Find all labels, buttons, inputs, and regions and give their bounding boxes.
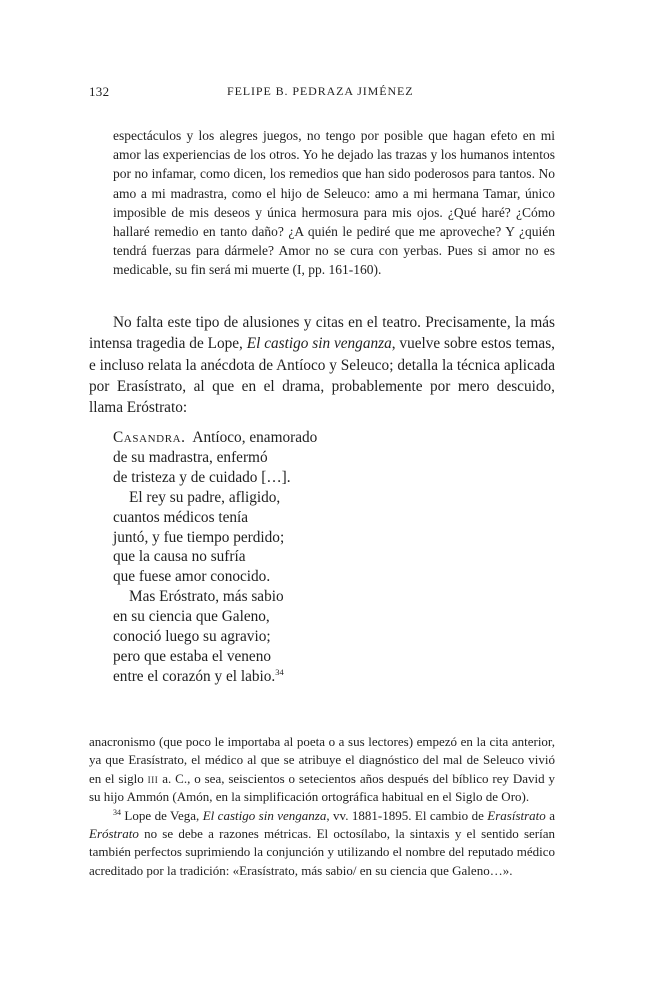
verse-line: El rey su padre, afligido,	[129, 488, 281, 506]
paragraph-text-b: , vuelve sobre estos temas, e incluso relata la anécdota de Antíoco y Seleuco; detalla la técnica aplicada por Erasístrato, al que en el drama, probablemente por mero descuido, llama Eróstrato:	[89, 335, 556, 417]
footnote-34	[89, 807, 555, 881]
play-title: El castigo sin venganza	[202, 807, 327, 823]
page-header	[89, 84, 564, 104]
verse-line: cuantos médicos tenía	[113, 508, 249, 526]
verse-line-text: Antíoco, enamorado	[192, 429, 318, 446]
verse-line	[113, 428, 513, 448]
footnote-reference: 34	[275, 666, 284, 677]
verse-line: de su madrastra, enfermó	[113, 448, 268, 466]
roman-century: iii	[147, 770, 159, 786]
running-head: FELIPE B. PEDRAZA JIMÉNEZ	[227, 84, 414, 98]
footnotes	[89, 733, 555, 880]
footnote-text: no se debe a razones métricas. El octosílabo, la sintaxis y el sentido serían también perfectos suprimiendo la conjunción y utilizando el nombre del reputado médico acreditado por la tradición: «Erasístrato, más sabio/ en su ciencia que Galeno…».	[89, 826, 555, 878]
name-erasistrato: Erasístrato	[487, 807, 546, 823]
verse-line	[113, 667, 513, 687]
footnote-text: a. C., o sea, seiscientos o setecientos años después del bíblico rey David y su hijo Ammón (Amón, en la simplificación ortográfica habitual en el Siglo de Oro).	[89, 770, 555, 805]
footnote-number: 34	[113, 807, 121, 817]
verse-line: que la causa no sufría	[113, 548, 246, 566]
speaker-name: Casandra.	[113, 429, 186, 446]
verse-line: de tristeza y de cuidado […].	[113, 468, 291, 486]
name-erostrato: Eróstrato	[89, 826, 139, 842]
verse-line: Mas Eróstrato, más sabio	[129, 588, 284, 606]
play-title: El castigo sin venganza	[246, 335, 392, 353]
verse-quote	[113, 428, 513, 687]
page-number: 132	[89, 84, 110, 99]
verse-line-text: entre el corazón y el labio.	[113, 667, 276, 685]
verse-line: que fuese amor conocido.	[113, 568, 271, 586]
verse-line: conoció luego su agravio;	[113, 628, 271, 646]
footnote-text: Lope de Vega,	[121, 807, 203, 823]
verse-line: juntó, y fue tiempo perdido;	[113, 528, 285, 546]
verse-line: pero que estaba el veneno	[113, 647, 271, 665]
footnote-text: a	[545, 807, 555, 823]
footnote-text: anacronismo (que poco le importaba al poeta o a sus lectores) empezó en la cita anterior, ya que Erasístrato, el médico al que se atribuye el diagnóstico del mal de Seleuco vivió en el siglo	[89, 734, 555, 786]
footnote-continuation	[89, 733, 555, 807]
paragraph-text-a: No falta este tipo de alusiones y citas en el teatro. Precisamente, la más intensa tragedia de Lope,	[89, 314, 555, 353]
verse-line: en su ciencia que Galeno,	[113, 608, 270, 626]
body-paragraph	[89, 312, 555, 418]
block-quote: espectáculos y los alegres juegos, no tengo por posible que hagan efeto en mi amor las experiencias de los otros. Yo he dejado las trazas y los humanos intentos por no infamar, como dicen, los remedios que han sido poderosos para tantos. No amo a mi madrastra, como el hijo de Seleuco: amo a mi hermana Tamar, único imposible de mis deseos y única hermosura para mis ojos. ¿Qué haré? ¿Cómo hallaré remedio en tanto daño? ¿A quién le pediré que me aproveche? Y ¿quién tendrá fuerzas para dármele? Amor no se cura con yerbas. Pues si amor no es medicable, su fin será mi muerte (I, pp. 161-160).	[113, 128, 555, 278]
footnote-text: , vv. 1881-1895. El cambio de	[326, 807, 488, 823]
